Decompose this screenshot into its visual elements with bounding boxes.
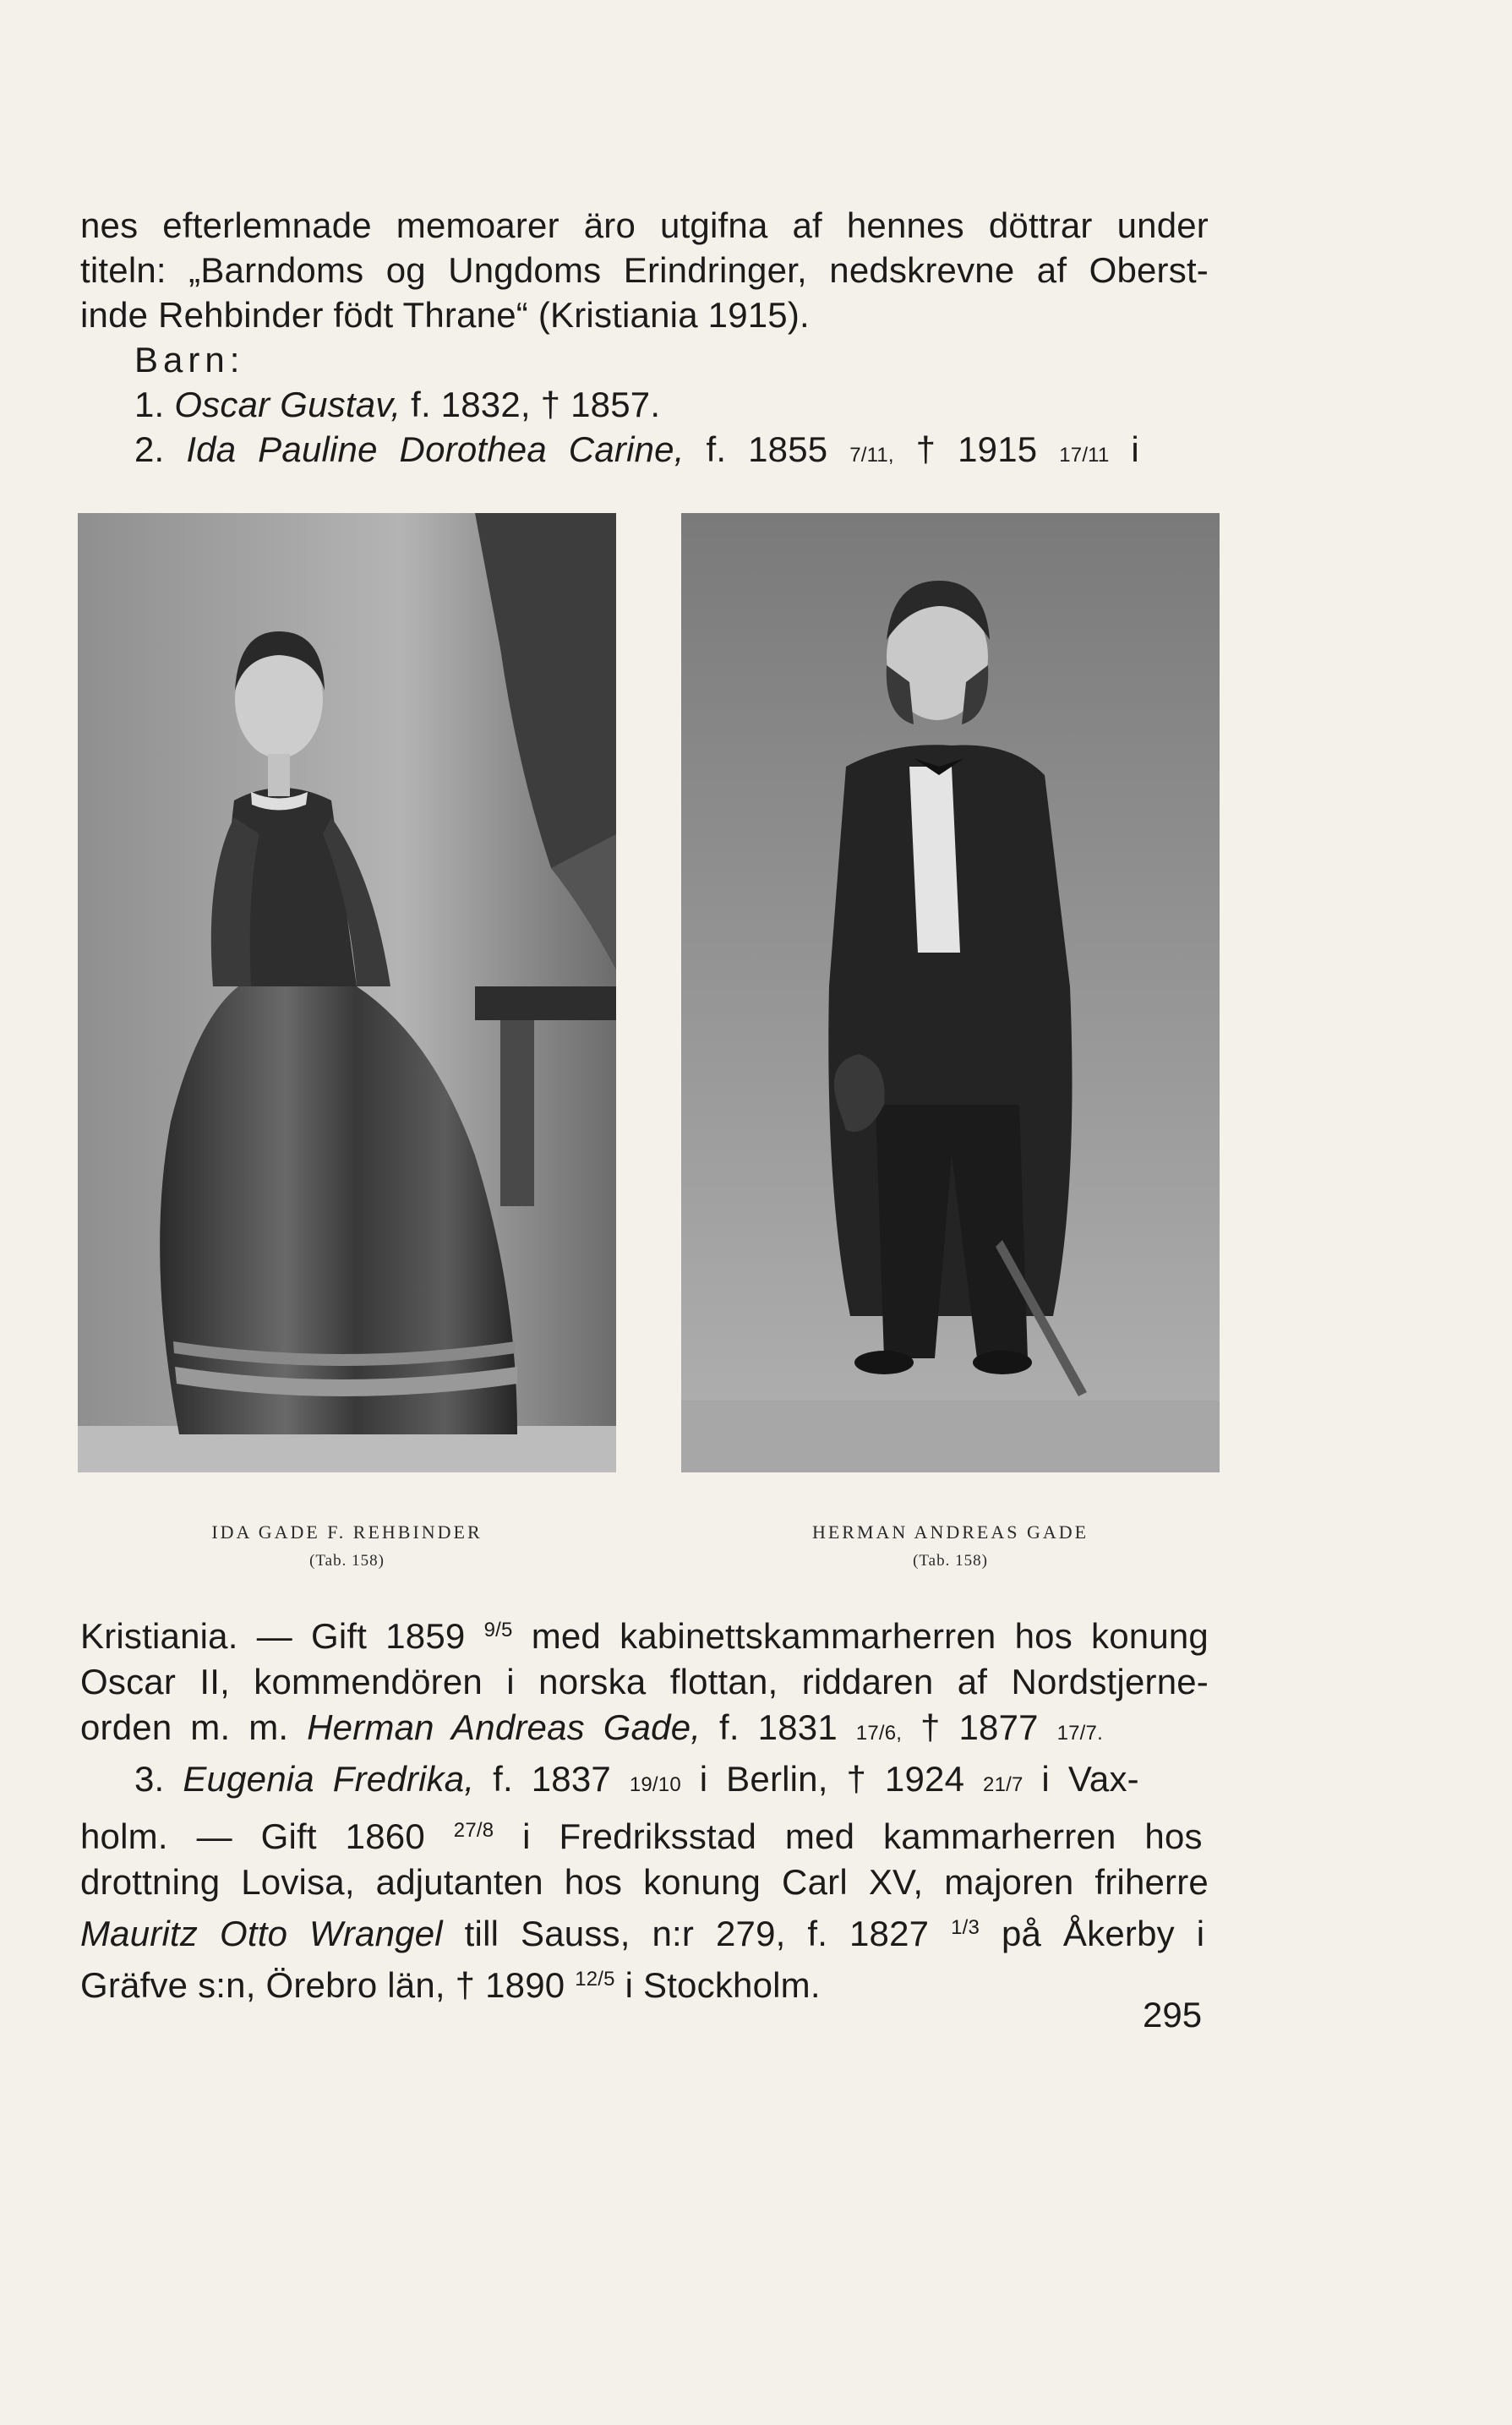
text-segment: i Vax- [1041,1759,1139,1799]
text-line [80,1905,1209,1957]
text-segment: orden m. m. [80,1707,289,1747]
text-segment: † 1877 [920,1707,1039,1747]
woman-portrait-illustration [78,513,616,1472]
text-line: Oscar II, kommendören i norska flottan, riddaren af Nordstjerne- [80,1662,1209,1701]
date-fraction: 9/5 [483,1619,513,1641]
date-fraction: 17/7. [1056,1722,1103,1745]
spouse-name: Herman Andreas Gade, [307,1707,701,1747]
text-line: nes efterlemnade memoarer äro utgifna af hennes döttrar under [80,205,1209,245]
text-line: inde Rehbinder födt Thrane“ (Kristiania 1915). [80,295,810,335]
date-fraction: 12/5 [575,1968,615,1991]
bottom-paragraph [80,1608,1209,2008]
children-heading-line [80,337,1209,382]
portrait-photo-herman [681,513,1220,1472]
page-number: 295 [1143,1995,1203,2034]
text-line [80,1608,1209,1659]
man-portrait-illustration [681,513,1220,1472]
text-segment: i Fredriksstad med kammarherren hos [522,1816,1203,1856]
entry-number: 1. [134,385,165,424]
entry-number: 2. [134,429,165,469]
date-fraction: 19/10 [629,1773,681,1796]
date-fraction: 7/11, [849,444,894,467]
text-segment: i Stockholm. [625,1965,821,2005]
entry-text: † 1915 [915,429,1038,469]
entry-text: f. 1832, † 1857. [411,385,661,424]
top-paragraph [80,203,1209,478]
child-entry-1 [80,382,1209,427]
text-line [80,1808,1209,1860]
child-entry-2 [80,427,1209,478]
text-segment: holm. — Gift 1860 [80,1816,425,1856]
text-segment: Kristiania. — Gift 1859 [80,1616,466,1656]
photo-caption-left [78,1521,616,1570]
portrait-photo-ida [78,513,616,1472]
child-name: Eugenia Fredrika, [183,1759,475,1799]
text-line [80,1957,1209,2008]
child-name: Oscar Gustav, [174,385,401,424]
date-fraction: 17/6, [855,1722,903,1745]
child-entry-3 [80,1756,1209,1808]
caption-reference: (Tab. 158) [309,1552,385,1570]
caption-reference: (Tab. 158) [913,1552,988,1570]
text-segment: i Berlin, † 1924 [699,1759,965,1799]
caption-name: IDA GADE F. REHBINDER [211,1521,483,1543]
text-segment: på Åkerby i [1001,1914,1205,1953]
text-segment: f. 1831 [719,1707,838,1747]
entry-number: 3. [134,1759,165,1799]
spouse-name: Mauritz Otto Wrangel [80,1914,443,1953]
text-line: drottning Lovisa, adjutanten hos konung Carl XV, majoren friherre [80,1862,1209,1902]
date-fraction: 21/7 [983,1773,1023,1796]
text-segment: f. 1837 [493,1759,611,1799]
children-heading: Barn: [134,340,245,380]
entry-text: i [1131,429,1139,469]
photo-caption-right [681,1521,1220,1570]
text-line: titeln: „Barndoms og Ungdoms Erindringer, nedskrevne af Oberst- [80,250,1209,290]
text-segment: till Sauss, n:r 279, f. 1827 [464,1914,930,1953]
date-fraction: 17/11 [1059,444,1110,467]
date-fraction: 1/3 [951,1916,980,1939]
caption-name: HERMAN ANDREAS GADE [811,1521,1089,1543]
entry-text: f. 1855 [706,429,828,469]
text-segment: med kabinettskammarherren hos konung [531,1616,1209,1656]
text-segment: Gräfve s:n, Örebro län, † 1890 [80,1965,565,2005]
date-fraction: 27/8 [453,1819,494,1842]
text-line [80,1705,1209,1756]
child-name: Ida Pauline Dorothea Carine, [186,429,685,469]
